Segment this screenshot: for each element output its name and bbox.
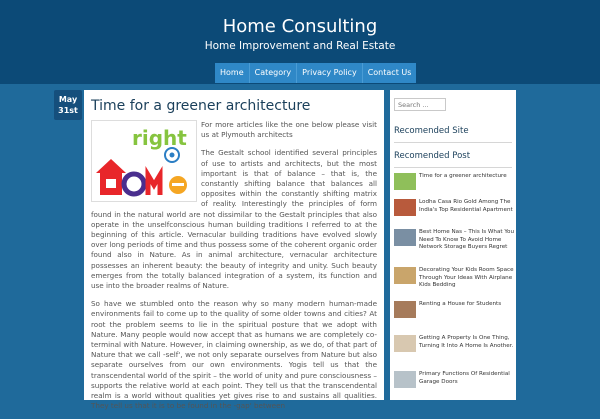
recommended-post-item[interactable] — [394, 229, 514, 259]
nav-contact-us[interactable]: Contact Us — [362, 63, 417, 83]
site-header — [0, 0, 600, 84]
recommended-post-link[interactable]: Best Home Nas – This Is What You Need To Know To Avoid Home Network Storage Buyers Regret — [419, 229, 515, 251]
main-content — [84, 90, 384, 411]
sidebar — [390, 90, 516, 400]
post-thumbnail — [394, 335, 416, 352]
recommended-post-item[interactable] — [394, 301, 514, 331]
recommended-post-link[interactable]: Lodha Casa Rio Gold Among The India's Top Residential Apartment — [419, 199, 513, 213]
right-at-home-logo — [92, 121, 196, 201]
main-navigation — [215, 63, 416, 83]
post-date-month: May — [58, 95, 78, 104]
post-thumbnail — [394, 229, 416, 246]
post-thumbnail — [394, 267, 416, 284]
nav-privacy-policy[interactable]: Privacy Policy — [296, 63, 362, 83]
recommended-post-title: Recomended Post — [394, 151, 471, 161]
recommended-post-link[interactable]: Time for a greener architecture — [419, 173, 507, 179]
post-intro: For more articles like the one below please visit us at Plymouth architects — [201, 120, 377, 140]
recommended-post-item[interactable] — [394, 371, 514, 401]
svg-text:right: right — [132, 126, 187, 150]
site-title[interactable]: Home Consulting — [222, 16, 378, 37]
post-date-day: 31st — [58, 106, 78, 115]
site-description: Home Improvement and Real Estate — [204, 40, 396, 52]
recommended-post-item[interactable] — [394, 335, 514, 365]
recommended-post-link[interactable]: Decorating Your Kids Room Space Through Your Ideas With Airplane Kids Bedding — [419, 267, 514, 289]
recommended-post-link[interactable]: Primary Functions Of Residential Garage Doors — [419, 371, 510, 385]
post-thumbnail — [394, 199, 416, 216]
post-title[interactable]: Time for a greener architecture — [91, 98, 311, 114]
post-thumbnail — [394, 173, 416, 190]
post-date-badge — [54, 90, 82, 120]
divider — [394, 142, 512, 143]
post-body — [91, 120, 377, 419]
post-featured-image — [91, 120, 197, 202]
recommended-post-link[interactable]: Getting A Property Is One Thing, Turning It Into A Home Is Another. — [419, 335, 514, 349]
post-thumbnail — [394, 301, 416, 318]
post-thumbnail — [394, 371, 416, 388]
recommended-post-item[interactable] — [394, 199, 514, 229]
divider — [394, 167, 512, 168]
recommended-post-link[interactable]: Renting a House for Students — [419, 301, 502, 307]
recommended-site-title: Recomended Site — [394, 126, 469, 136]
nav-home[interactable]: Home — [220, 68, 244, 77]
recommended-post-item[interactable] — [394, 267, 514, 297]
nav-category[interactable]: Category — [249, 63, 297, 83]
post-paragraph-1: The Gestalt school identified several principles of use to artists and architects, but the most important is that of balance – that is, the constantly shifting balance that balances all opposites within the constantly shifting matrix of reality. Interestingly the principles of form found in the natural world are not dissimilar to the Gestalt principles that also operate in the unselfconscious human building traditions I referred to at the beginning of this article. Vernacular building traditions have evolved slowly over long periods of time and thus possess some of the coherent organic order found also in Nature. As in animal architecture, vernacular architecture possesses an inherent beauty: the beauty of integrity and unity. Such beauty emerges from the totally balanced integration of a system, its function and use into the broader realms of Nature. — [91, 148, 377, 291]
post-paragraph-2: So have we stumbled onto the reason why so many modern human-made environments fail to come up to the quality of some older towns and cities? At root the problem seems to lie in the spiritual posture that we adopt with Nature. Many people would now accept that as humans we are completely co-terminal with Nature. However, in claiming ownership, as we do, of that part of Nature that we call -self', we not only separate ourselves from Nature but also separate ourselves from our own environments. Yogis tell us that the transcendental world of the spirit – the world of unity and pure consciousness – supports the relative world at each point. They tell us that the transcendental realm is a world without qualities yet gives rise to and sustains all qualities. They tell us that it is to be found in the -gap' between — [91, 299, 377, 411]
search-input[interactable] — [394, 98, 446, 111]
